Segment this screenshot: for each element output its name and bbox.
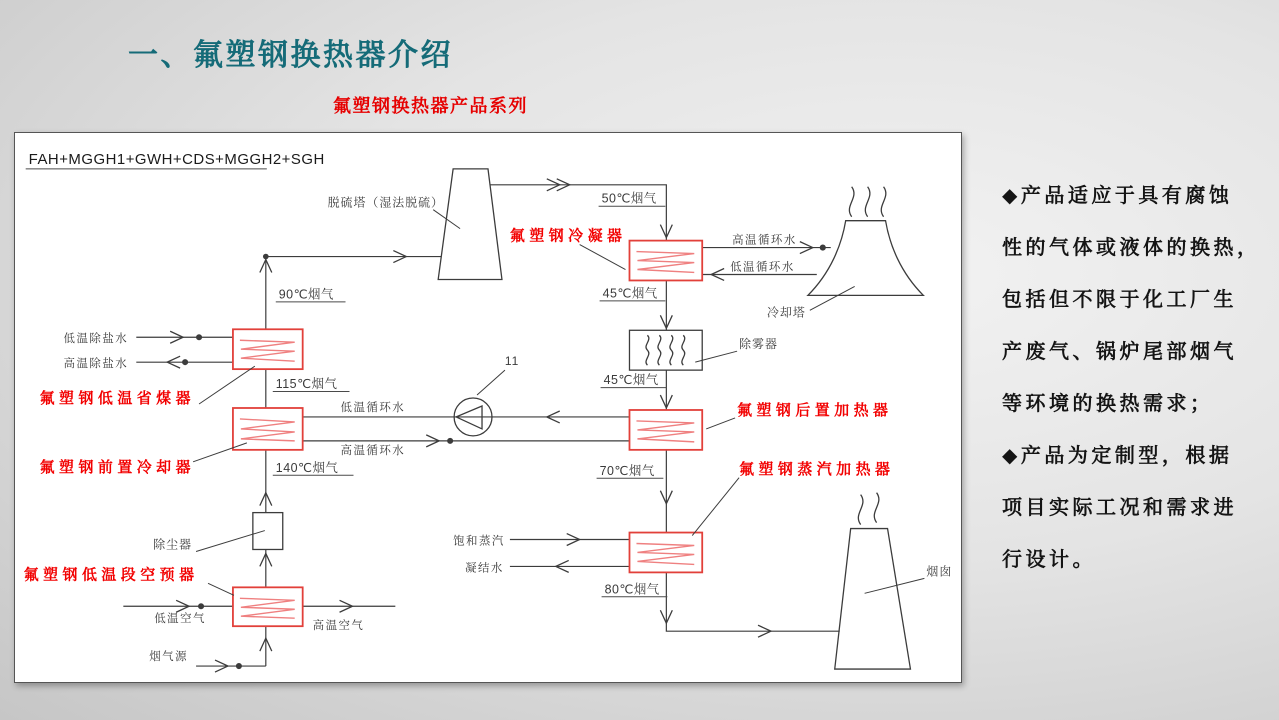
flue-115-label: 115℃烟气	[275, 377, 338, 392]
flue-45a-label: 45℃烟气	[602, 286, 658, 301]
diagram-header	[26, 151, 325, 169]
cold-circ-mid-label: 低温循环水	[340, 401, 406, 414]
note-line: ◆产品适应于具有腐蚀	[1002, 185, 1233, 207]
process-flow-diagram	[15, 133, 961, 680]
note-line: ◆产品为定制型，根据	[1002, 445, 1233, 467]
circulation-pump	[454, 354, 519, 436]
page-title: 一、氟塑钢换热器介绍	[128, 39, 453, 72]
post-heater-label: 氟塑钢后置加热器	[737, 401, 893, 419]
cooling-tower-label: 冷却塔	[766, 305, 806, 320]
desulfurization-tower	[328, 169, 502, 280]
flue-90-label: 90℃烟气	[278, 287, 334, 302]
cold-air-label: 低温空气	[154, 613, 206, 626]
cold-demin-label: 低温除盐水	[63, 333, 129, 346]
diagram-caption: 氟塑钢换热器产品系列	[333, 96, 528, 116]
pump-tag-label: 11	[504, 354, 520, 369]
dust-collector	[153, 513, 283, 552]
steam-heater-exchanger	[629, 460, 894, 573]
pre-cooler-label: 氟塑钢前置冷却器	[39, 458, 196, 476]
hot-circ-mid-label: 高温循环水	[340, 444, 406, 457]
hot-air-label: 高温空气	[312, 620, 365, 633]
product-notes	[1002, 170, 1264, 586]
chimney-label: 烟囱	[926, 564, 953, 579]
sat-steam-label: 饱和蒸汽	[453, 535, 505, 548]
flue-50-label: 50℃烟气	[601, 191, 657, 206]
flue-45b-label: 45℃烟气	[603, 373, 659, 388]
note-line: 产废气、锅炉尾部烟气	[1002, 341, 1237, 363]
cold-circ-top-label: 低温循环水	[730, 261, 795, 274]
chimney	[835, 493, 953, 669]
flue-source-label: 烟气源	[149, 651, 189, 664]
note-line: 等环境的换热需求；	[1002, 393, 1214, 415]
system-code-label: FAH+MGGH1+GWH+CDS+MGGH2+SGH	[28, 150, 325, 168]
flue-70-label: 70℃烟气	[599, 463, 655, 478]
desulf-tower-label: 脱硫塔（湿法脱硫）	[327, 195, 444, 210]
condenser-exchanger	[510, 227, 702, 281]
post-heater-exchanger	[629, 401, 892, 450]
condensate-label: 凝结水	[465, 562, 504, 575]
condenser-label: 氟塑钢冷凝器	[509, 227, 627, 245]
hot-demin-label: 高温除盐水	[63, 358, 129, 371]
demister-label: 除雾器	[739, 337, 778, 352]
pre-cooler-exchanger	[40, 408, 303, 476]
note-line: 性的气体或液体的换热，	[1002, 237, 1261, 259]
note-line: 包括但不限于化工厂生	[1002, 289, 1237, 311]
dust-collector-label: 除尘器	[153, 537, 193, 552]
air-preheater-label: 氟塑钢低温段空预器	[23, 566, 199, 584]
note-line: 项目实际工况和需求进	[1002, 497, 1237, 519]
demister	[629, 330, 777, 370]
steam-heater-label: 氟塑钢蒸汽加热器	[739, 460, 895, 478]
economizer-label: 氟塑钢低温省煤器	[39, 390, 196, 408]
flue-140-label: 140℃烟气	[275, 460, 339, 475]
hot-circ-top-label: 高温循环水	[732, 234, 797, 247]
note-line: 行设计。	[1002, 549, 1096, 571]
diagram-panel	[14, 132, 962, 683]
flue-80-label: 80℃烟气	[604, 582, 660, 597]
cooling-tower	[767, 187, 923, 320]
